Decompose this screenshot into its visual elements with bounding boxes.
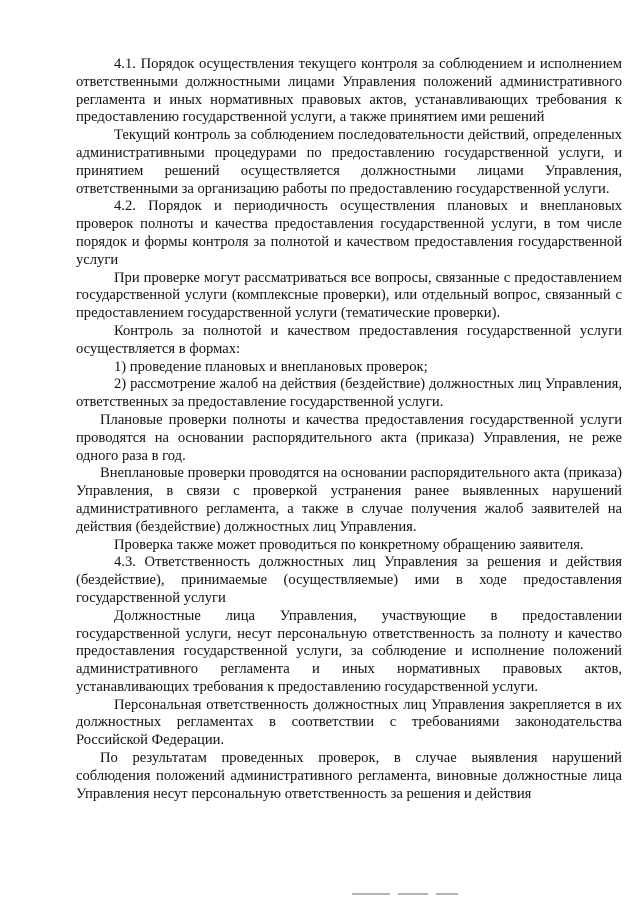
list-item-1: 1) проведение плановых и внеплановых проверок; [114, 358, 428, 375]
paragraph-inspection-scope: При проверке могут рассматриваться все вопросы, связанные с предоставлением государственной услуги (комплексные проверки), или отдельный вопрос, связанный с предоставлением государственной услуги (тематические проверки). [76, 269, 622, 322]
paragraph-inspection-results: По результатам проведенных проверок, в случае выявления нарушений соблюдения положений административного регламента, виновные должностные лица Управления несут персональную ответственность за решения и действия [76, 750, 622, 802]
section-4-1-heading: 4.1. Порядок осуществления текущего контроля за соблюдением и исполнением ответственными должностными лицами Управления положений административного регламента и иных нормативных правовых актов, устанавливающих требования к предоставлению государственной услуги, а также принятием ими решений [76, 56, 622, 126]
paragraph-official-responsibility: Должностные лица Управления, участвующие в предоставлении государственной услуги, несут персональную ответственность за полноту и качество предоставления государственной услуги, за соблюдение и исполнение положений административного регламента и иных нормативных правовых актов, устанавливающих требования к предоставлению государственной услуги. [76, 607, 622, 695]
scan-artifact-line [352, 893, 390, 895]
scan-artifact-line [398, 893, 428, 895]
section-4-2-heading: 4.2. Порядок и периодичность осуществления плановых и внеплановых проверок полноты и качества предоставления государственной услуги, в том числе порядок и формы контроля за полнотой и качеством предоставления государственной услуги [76, 198, 622, 268]
paragraph-personal-responsibility: Персональная ответственность должностных лиц Управления закрепляется в их должностных регламентах в соответствии с требованиями законодательства Российской Федерации. [76, 696, 622, 749]
paragraph-control-forms: Контроль за полнотой и качеством предоставления государственной услуги осуществляется в формах: [76, 322, 622, 357]
paragraph-specific-appeal: Проверка также может проводиться по конкретному обращению заявителя. [114, 536, 584, 553]
scan-artifact-line [436, 893, 458, 895]
section-4-3-heading: 4.3. Ответственность должностных лиц Управления за решения и действия (бездействие), принимаемые (осуществляемые) ими в ходе предоставления государственной услуги [76, 554, 622, 606]
list-item-2: 2) рассмотрение жалоб на действия (бездействие) должностных лиц Управления, ответственных за предоставление государственной услуги. [76, 376, 622, 411]
paragraph-planned-inspections: Плановые проверки полноты и качества предоставления государственной услуги проводятся на основании распорядительного акта (приказа) Управления, не реже одного раза в год. [76, 411, 622, 464]
paragraph-current-control: Текущий контроль за соблюдением последовательности действий, определенных административными процедурами по предоставлению государственной услуги, и принятием решений осуществляется должностными лицами Управления, ответственными за организацию работы по предоставлению государственной услуги. [76, 127, 622, 197]
paragraph-unplanned-inspections: Внеплановые проверки проводятся на основании распорядительного акта (приказа) Управления, в связи с проверкой устранения ранее выявленных нарушений административного регламента, а также в случае получения жалоб заявителей на действия (бездействие) должностных лиц Управления. [76, 465, 622, 535]
document-body [76, 56, 622, 803]
